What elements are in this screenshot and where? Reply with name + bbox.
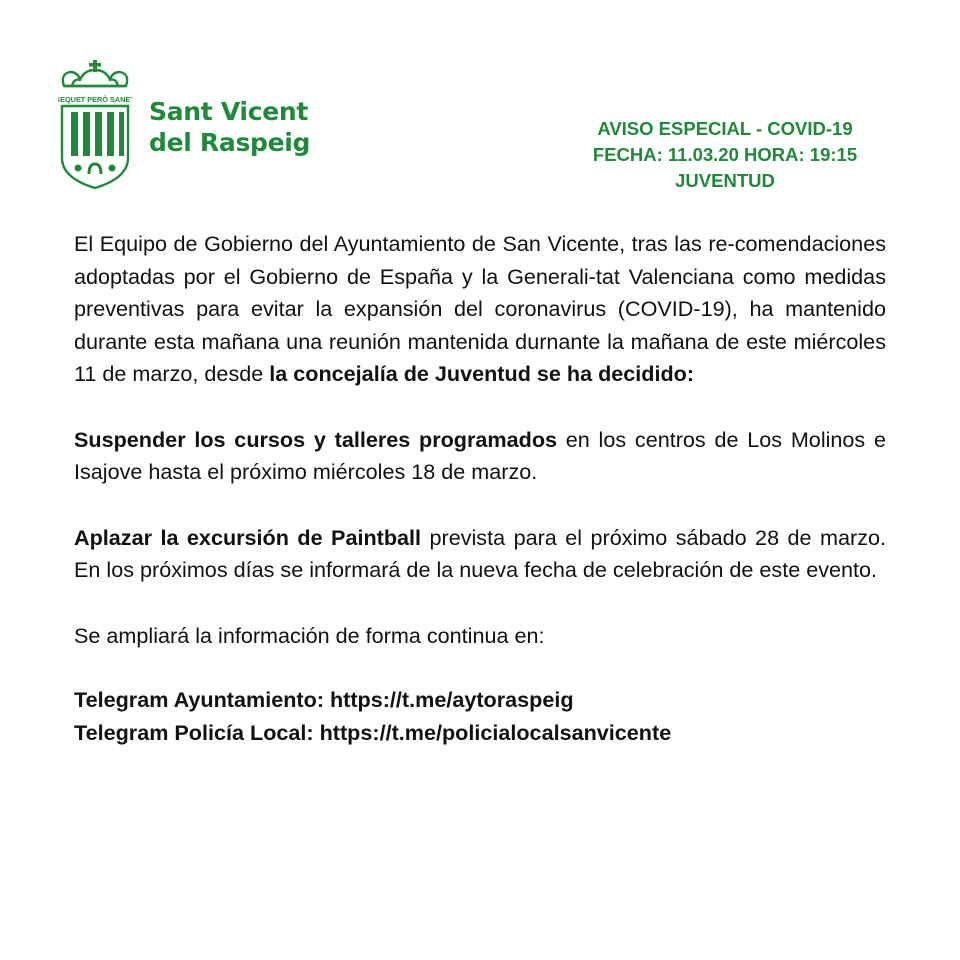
notice-date-time: FECHA: 11.03.20 HORA: 19:15 [592, 144, 858, 165]
notice-title: AVISO ESPECIAL - COVID-19 [597, 118, 853, 139]
notice-header [540, 116, 910, 194]
paragraph-more-info: Se ampliará la información de forma continua en: [74, 622, 545, 648]
notice-department: JUVENTUD [675, 170, 775, 191]
paragraph-postpone [74, 522, 886, 587]
paragraph-suspend [74, 424, 886, 489]
municipality-name [149, 96, 310, 158]
suspend-bold: Suspender los cursos y talleres programados [74, 426, 558, 452]
municipality-name-line1: Sant Vicent [149, 97, 309, 126]
suspend-text: en los centros de Los Molinos e Isajove hasta el próximo miércoles 18 de marzo. [74, 426, 886, 484]
telegram-links [74, 684, 886, 749]
paragraph-intro [74, 228, 886, 391]
postpone-text: prevista para el próximo sábado 28 de marzo. En los próximos días se informará de la nueva fecha de celebración de este evento. [74, 524, 887, 582]
intro-text: El Equipo de Gobierno del Ayuntamiento de San Vicente, tras las re-comendaciones adoptadas por el Gobierno de España y la Generali-tat Valenciana como medidas preventivas para evitar la expansión del coronavirus (COVID-19), ha mantenido durante esta mañana una reunión mantenida durnante la mañana de este miércoles 11 de marzo, desde [74, 231, 886, 386]
telegram-ayuntamiento-link[interactable]: Telegram Ayuntamiento: https://t.me/aytoraspeig [74, 687, 574, 712]
coat-of-arms-logo [58, 60, 132, 190]
crest-icon [58, 60, 132, 190]
telegram-policia-link[interactable]: Telegram Policía Local: https://t.me/policialocalsanvicente [74, 719, 672, 745]
intro-bold: la concejalía de Juventud se ha decidido: [269, 361, 695, 386]
logo-motto: SEQUET PERÒ SANET [58, 95, 132, 104]
postpone-bold: Aplazar la excursión de Paintball [74, 524, 422, 550]
notice-body [74, 228, 886, 749]
municipality-name-line2: del Raspeig [149, 128, 311, 157]
